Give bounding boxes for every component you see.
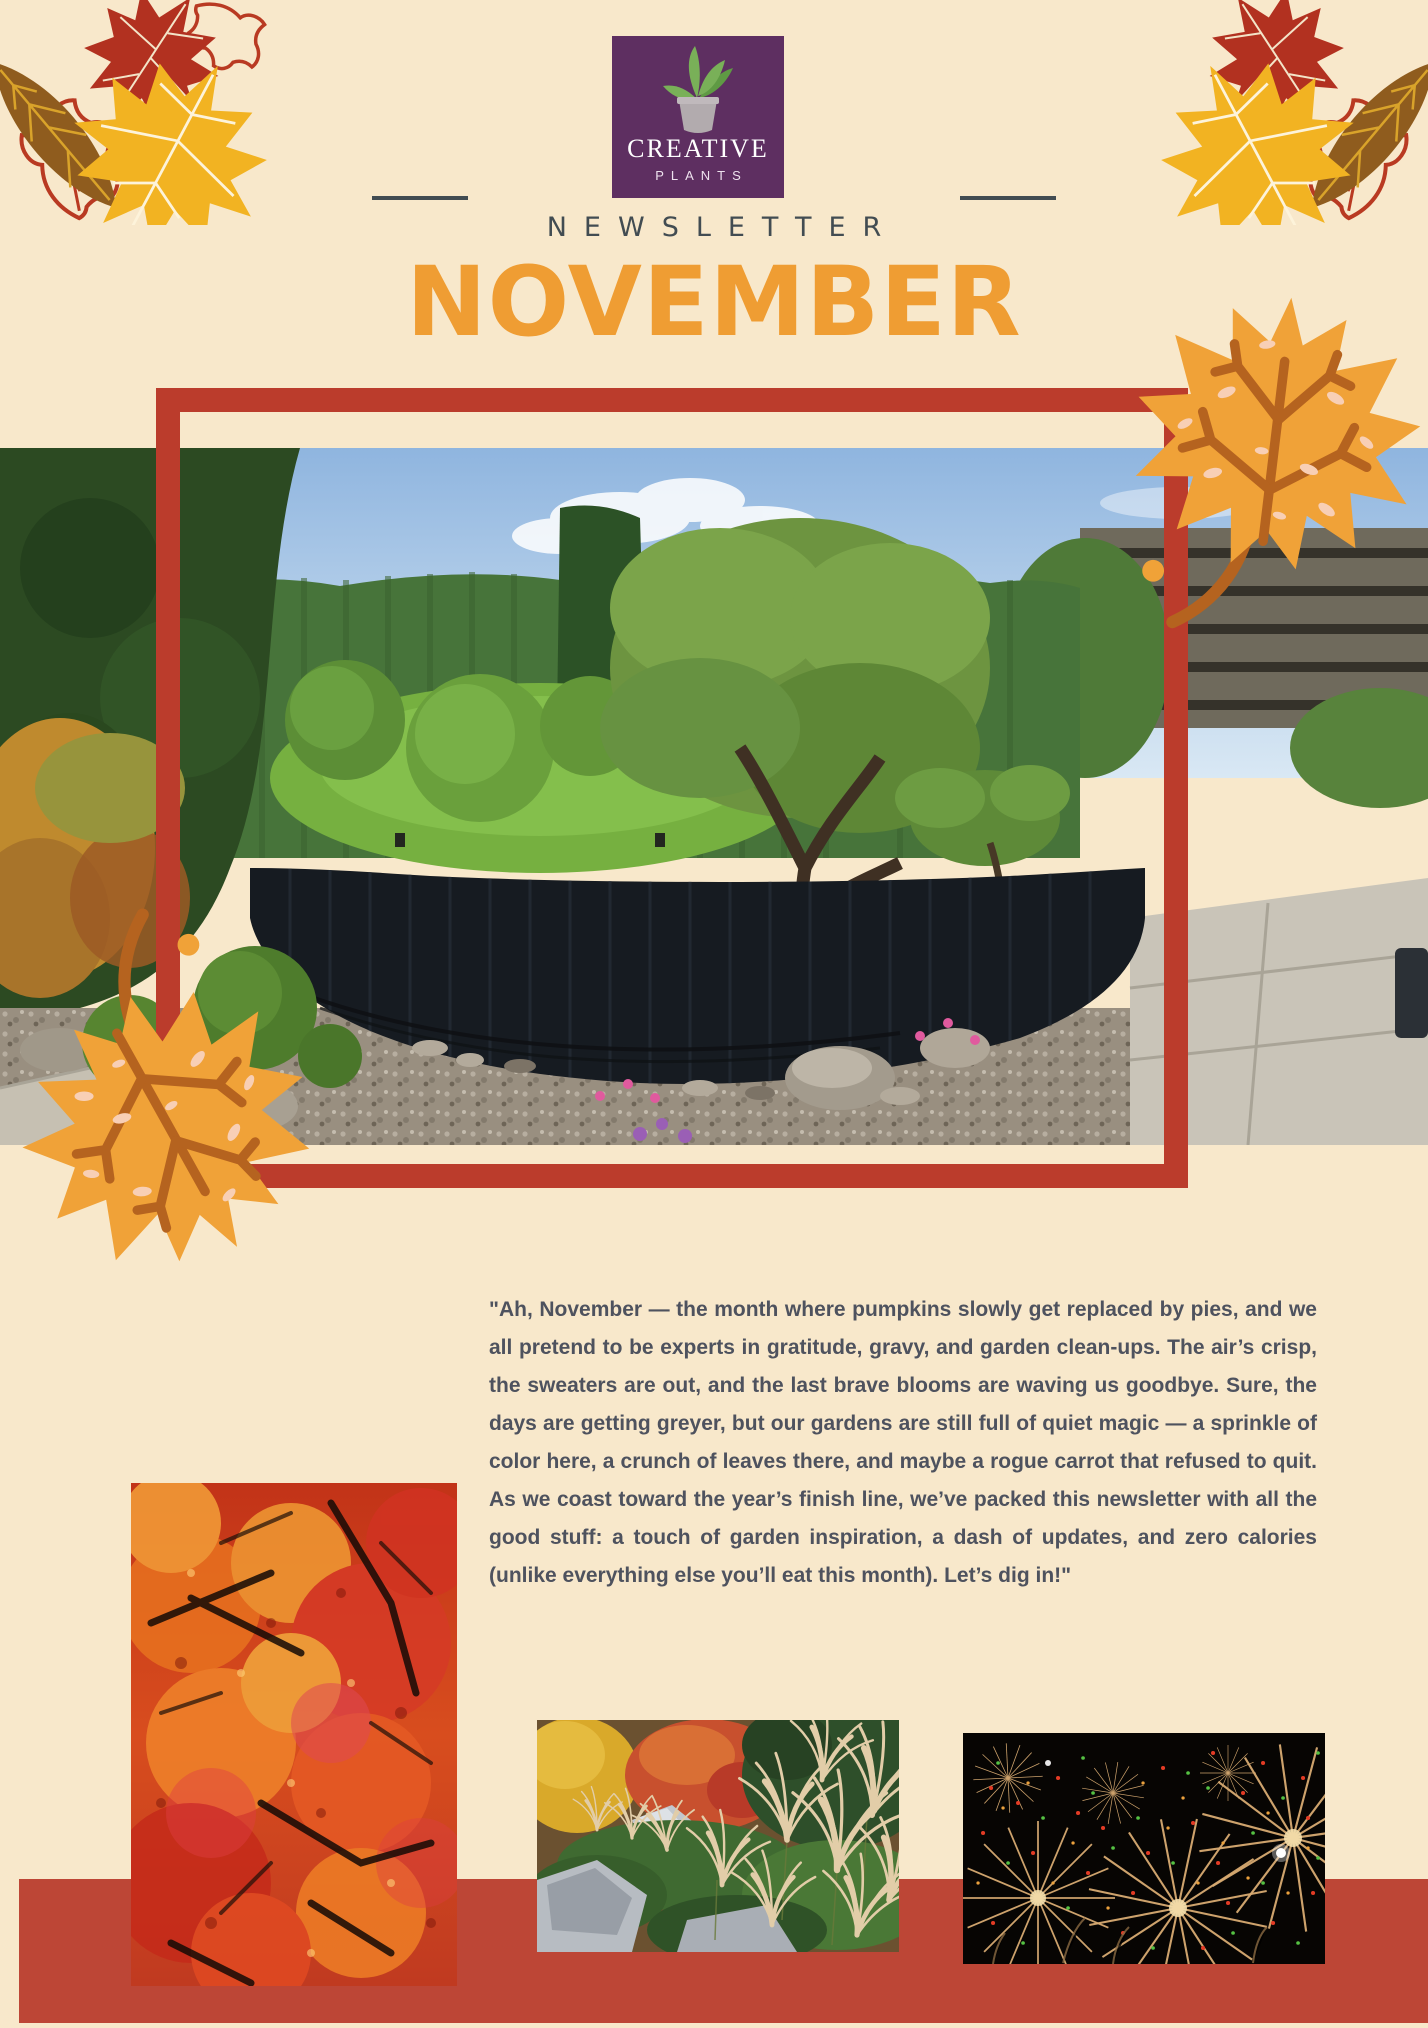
photo-autumn-maple-foliage xyxy=(131,1483,457,1986)
intro-quote: "Ah, November — the month where pumpkins slowly get replaced by pies, and we all pretend to be experts in gratitude, gravy, and garden clean-ups. The air’s crisp, the sweaters are out, and the last brave blooms are waving us goodbye. Sure, the days are getting greyer, but our gardens are still full of quiet magic — a sprinkle of color here, a crunch of leaves there, and maybe a rogue carrot that refused to quit. As we coast toward the year’s finish line, we’ve packed this newsletter with all the good stuff: a touch of garden inspiration, a dash of updates, and zero calories (unlike everything else you’ll eat this month). Let’s dig in!" xyxy=(489,1298,1317,1587)
logo-brand-name: CREATIVE xyxy=(627,134,769,163)
autumn-leaves-corner-right-icon xyxy=(1158,0,1428,225)
newsletter-kicker: NEWSLETTER xyxy=(546,212,899,243)
kicker-rule-right xyxy=(960,196,1056,200)
photo-frame xyxy=(156,388,1188,1188)
photo-fireworks xyxy=(963,1733,1325,1964)
photo-ornamental-grasses xyxy=(537,1720,899,1952)
month-title: NOVEMBER xyxy=(406,246,1022,358)
creative-plants-logo xyxy=(612,36,784,198)
kicker-rule-left xyxy=(372,196,468,200)
logo-brand-sub: PLANTS xyxy=(655,168,748,183)
autumn-leaves-corner-left-icon xyxy=(0,0,270,225)
potted-plant-icon xyxy=(659,46,737,134)
